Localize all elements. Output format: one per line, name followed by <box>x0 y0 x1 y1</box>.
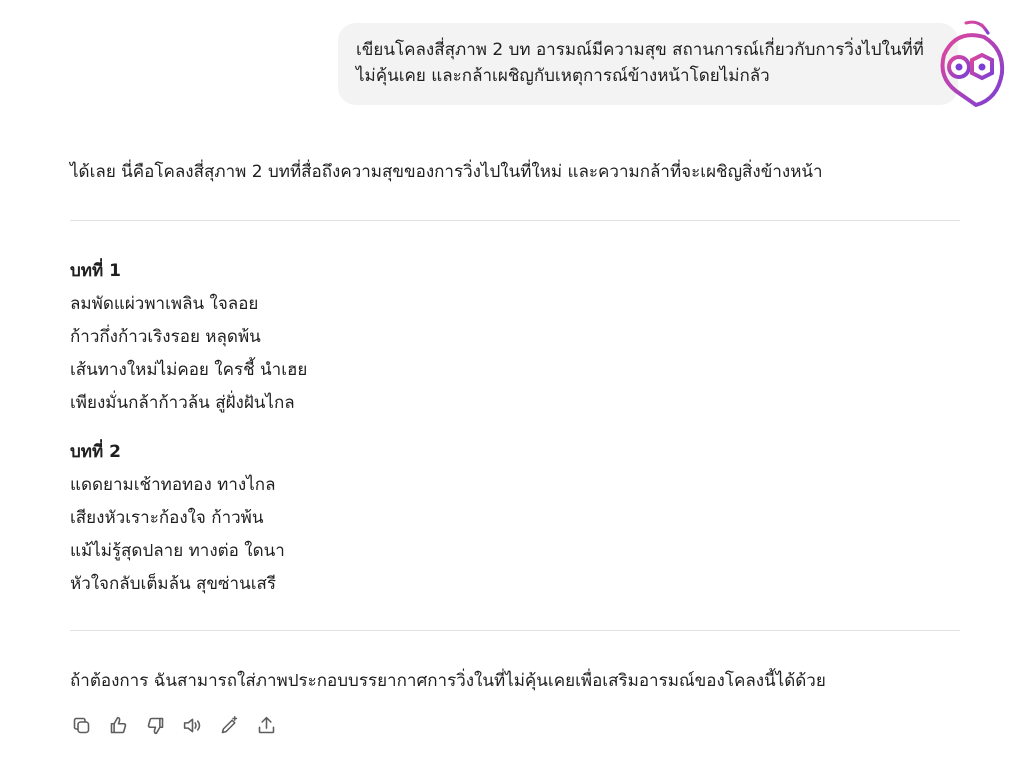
thumbs-down-icon <box>145 715 166 736</box>
poem-verse: เสียงหัวเราะก้องใจ ก้าวพ้น <box>70 508 264 528</box>
poem-stanza-2 <box>70 436 285 601</box>
user-message-line-1: เขียนโคลงสี่สุภาพ 2 บท อารมณ์มีความสุข สถานการณ์เกี่ยวกับการวิ่งไปในที่ที่ <box>356 40 924 60</box>
poem-verse: เพียงมั่นกล้าก้าวล้น สู่ฝั่งฝันไกล <box>70 393 295 413</box>
poem-verse: ก้าวกึ่งก้าวเริงรอย หลุดพ้น <box>70 327 261 347</box>
poem-verse: หัวใจกลับเต็มล้น สุขซ่านเสรี <box>70 574 277 594</box>
mascot-avatar-icon <box>930 15 1014 111</box>
poem-verse: ลมพัดแผ่วพาเพลิน ใจลอย <box>70 294 259 314</box>
thumbs-up-icon <box>108 715 129 736</box>
poem-verse: แดดยามเช้าทอทอง ทางไกล <box>70 475 276 495</box>
poem-verse: เส้นทางใหม่ไม่คอย ใครชี้ นำเฮย <box>70 360 308 380</box>
assistant-intro-text: ได้เลย นี่คือโคลงสี่สุภาพ 2 บทที่สื่อถึงความสุขของการวิ่งไปในที่ใหม่ และความกล้าที่จะเผชิญสิ่งข้างหน้า <box>70 162 823 182</box>
poem-title: บทที่ 2 <box>70 442 121 462</box>
user-message-line-2: ไม่คุ้นเคย และกล้าเผชิญกับเหตุการณ์ข้างหน้าโดยไม่กลัว <box>356 66 770 86</box>
divider <box>70 630 960 631</box>
read-aloud-icon <box>182 715 203 736</box>
share-button[interactable] <box>255 712 278 739</box>
read-aloud-button[interactable] <box>181 712 204 739</box>
edit-button[interactable] <box>218 712 241 739</box>
message-actions-bar <box>70 712 278 739</box>
poem-verse: แม้ไม่รู้สุดปลาย ทางต่อ ใดนา <box>70 541 285 561</box>
divider <box>70 220 960 221</box>
poem-title: บทที่ 1 <box>70 261 121 281</box>
edit-icon <box>219 715 240 736</box>
user-message-bubble <box>338 23 958 105</box>
share-icon <box>256 715 277 736</box>
poem-stanza-1 <box>70 255 307 420</box>
good-response-button[interactable] <box>107 712 130 739</box>
bad-response-button[interactable] <box>144 712 167 739</box>
assistant-outro-text: ถ้าต้องการ ฉันสามารถใส่ภาพประกอบบรรยากาศการวิ่งในที่ไม่คุ้นเคยเพื่อเสริมอารมณ์ของโคลงนี้ได้ด้วย <box>70 671 826 691</box>
copy-icon <box>71 715 92 736</box>
copy-button[interactable] <box>70 712 93 739</box>
